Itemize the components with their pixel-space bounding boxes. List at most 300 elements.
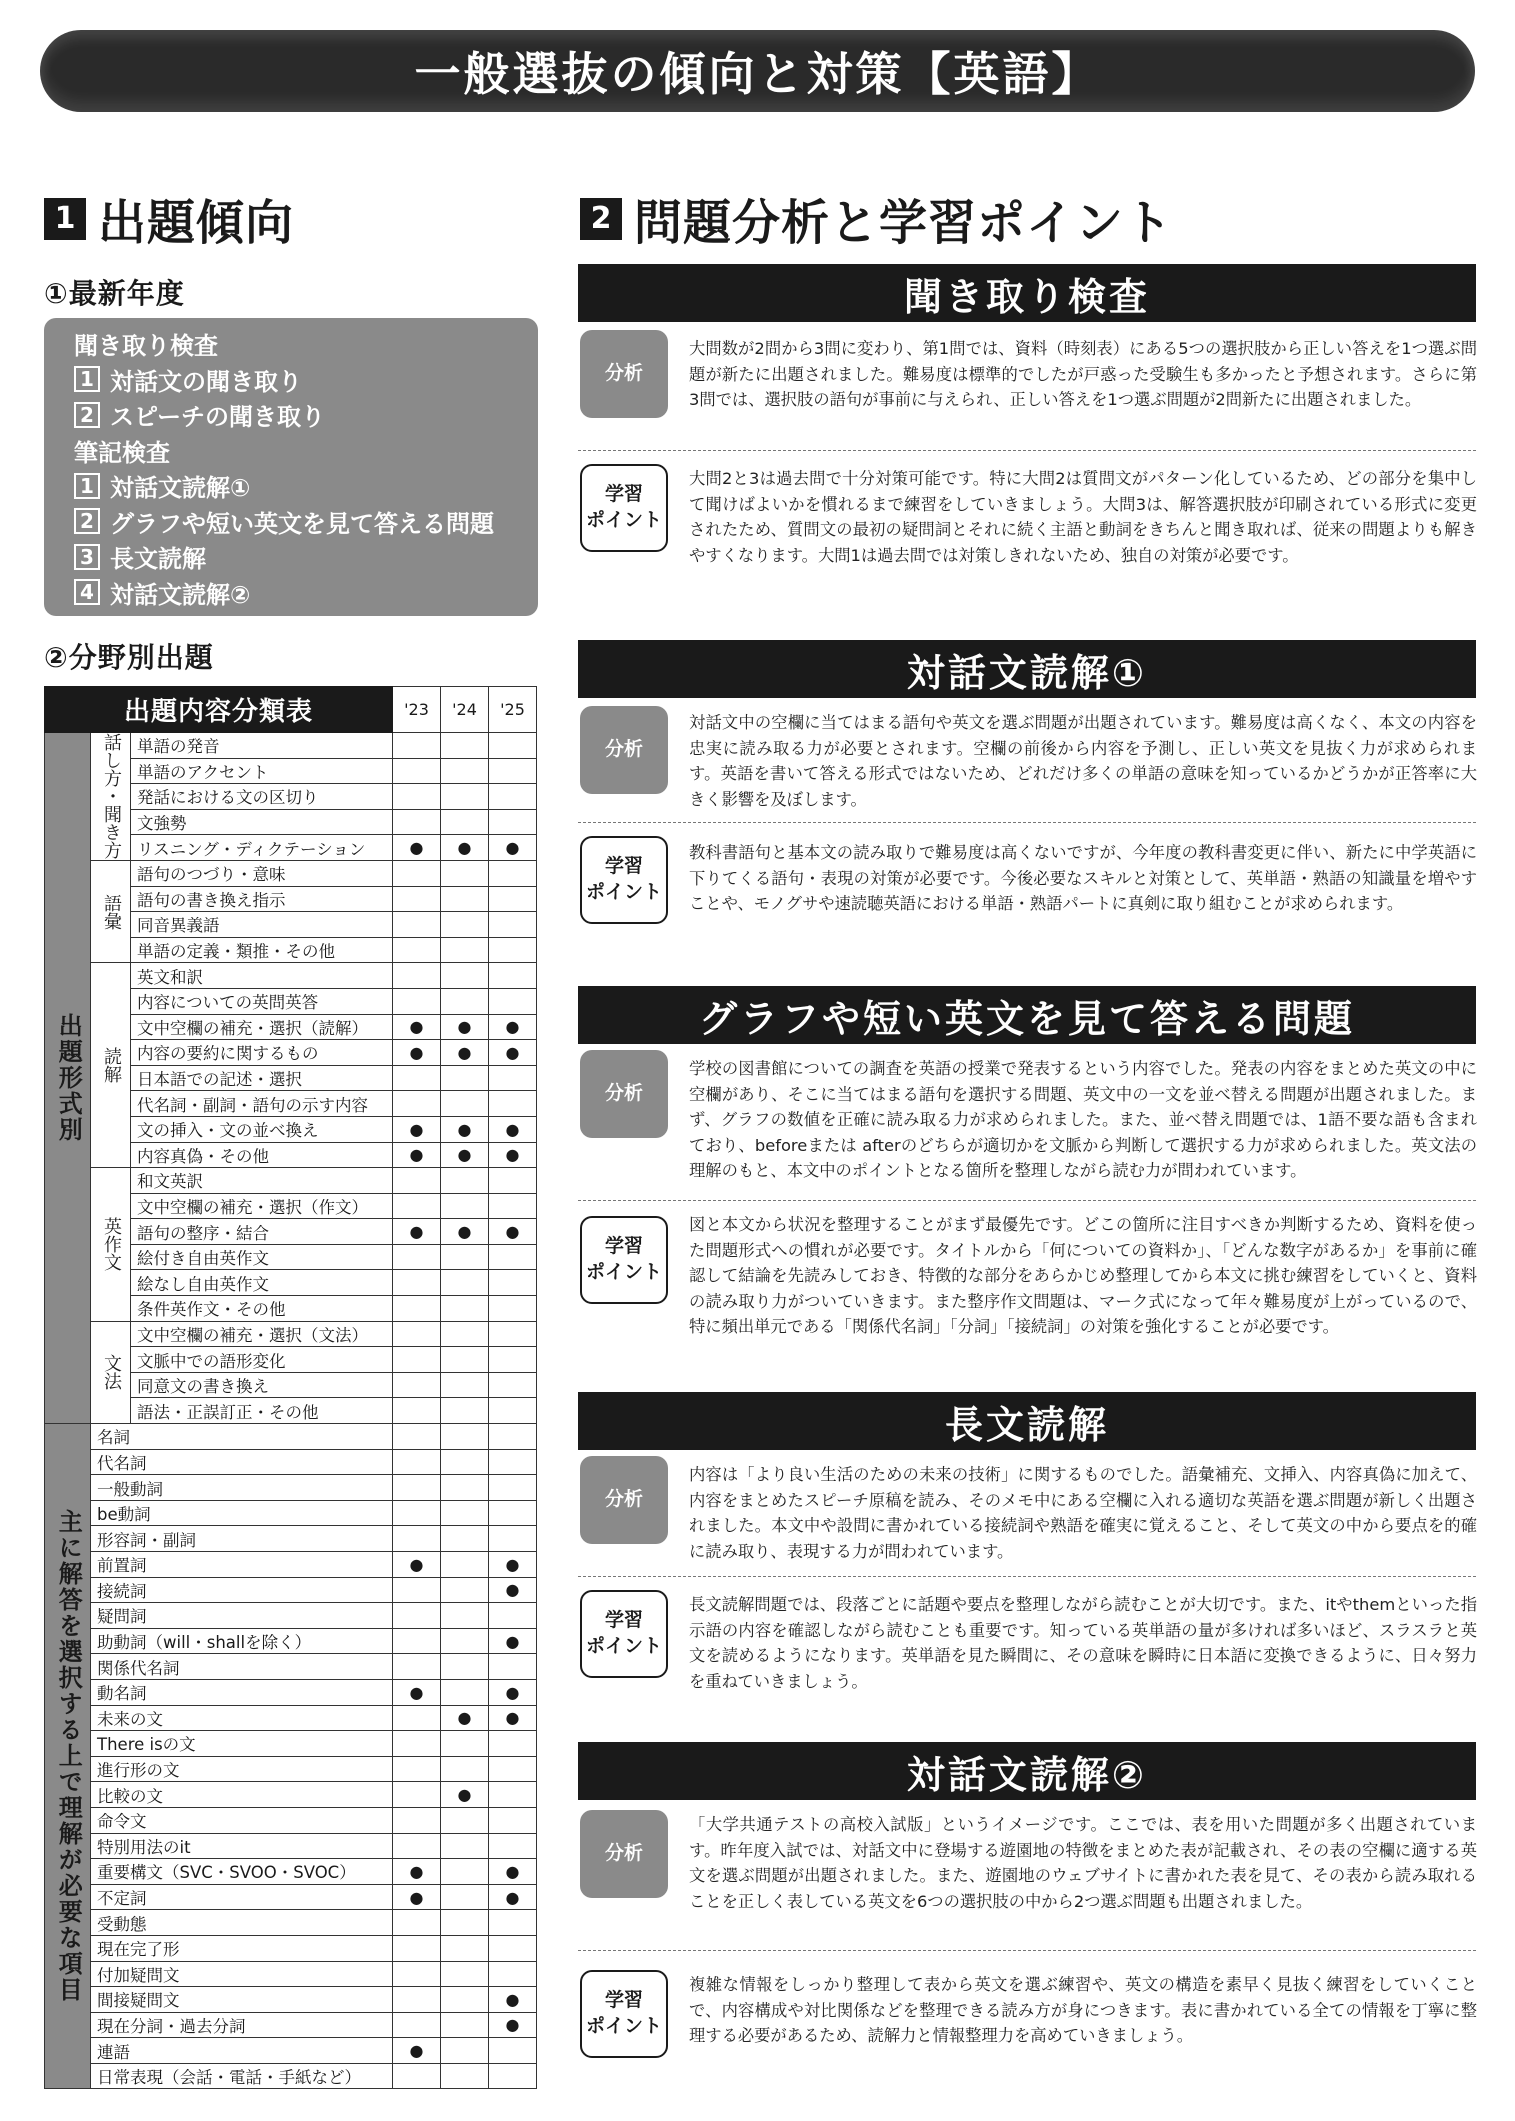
table-row bbox=[45, 2012, 537, 2038]
year-mark: ● bbox=[489, 1859, 537, 1885]
row-label: 不定詞 bbox=[91, 1884, 393, 1910]
divider bbox=[578, 450, 1476, 451]
year-mark bbox=[393, 912, 441, 938]
category-bar bbox=[578, 640, 1476, 698]
group-format-cell bbox=[45, 733, 91, 1424]
latest-item-label: グラフや短い英文を見て答える問題 bbox=[110, 509, 494, 538]
section-2-number: 2 bbox=[580, 198, 622, 240]
study-point-label-line1: 学習 bbox=[604, 1235, 643, 1258]
row-label: 名詞 bbox=[91, 1424, 393, 1450]
row-label: 代名詞 bbox=[91, 1449, 393, 1475]
latest-item-label: 対話文読解② bbox=[110, 580, 251, 609]
row-label: 発話における文の区切り bbox=[131, 784, 393, 810]
year-mark bbox=[393, 886, 441, 912]
year-mark: ● bbox=[393, 1116, 441, 1142]
year-mark bbox=[489, 1756, 537, 1782]
year-mark bbox=[393, 733, 441, 759]
year-mark bbox=[441, 1296, 489, 1322]
row-label: 代名詞・副詞・語句の示す内容 bbox=[131, 1091, 393, 1117]
row-label: 文中空欄の補充・選択（作文） bbox=[131, 1193, 393, 1219]
year-mark bbox=[489, 1244, 537, 1270]
year-mark bbox=[393, 1321, 441, 1347]
year-mark bbox=[489, 1654, 537, 1680]
section-2-title: 問題分析と学習ポイント bbox=[634, 195, 1174, 251]
year-mark: ● bbox=[393, 1040, 441, 1066]
year-mark bbox=[441, 1552, 489, 1578]
row-label: 単語の定義・類推・その他 bbox=[131, 937, 393, 963]
year-mark bbox=[393, 1372, 441, 1398]
year-mark bbox=[441, 1168, 489, 1194]
year-mark bbox=[393, 1577, 441, 1603]
table-row bbox=[45, 1833, 537, 1859]
year-mark: ● bbox=[489, 1014, 537, 1040]
table-row bbox=[45, 1961, 537, 1987]
year-mark: ● bbox=[441, 835, 489, 861]
table-row bbox=[45, 1424, 537, 1450]
year-mark bbox=[441, 1500, 489, 1526]
category-bar bbox=[578, 264, 1476, 322]
year-mark bbox=[393, 1270, 441, 1296]
analysis-label-text: 分析 bbox=[604, 362, 643, 385]
year-mark bbox=[393, 1424, 441, 1450]
row-label: 絵なし自由英作文 bbox=[131, 1270, 393, 1296]
analysis-label-text: 分析 bbox=[604, 1082, 643, 1105]
year-mark bbox=[441, 1679, 489, 1705]
year-mark bbox=[393, 988, 441, 1014]
subgroup-label: 読解 bbox=[100, 1047, 122, 1084]
analysis-label bbox=[580, 330, 668, 418]
year-mark bbox=[393, 1526, 441, 1552]
latest-item-number: 2 bbox=[74, 508, 100, 534]
row-label: 語句の書き換え指示 bbox=[131, 886, 393, 912]
year-mark: ● bbox=[489, 1552, 537, 1578]
year-mark bbox=[441, 1526, 489, 1552]
row-label: 前置詞 bbox=[91, 1552, 393, 1578]
year-mark bbox=[393, 2012, 441, 2038]
year-mark: ● bbox=[393, 1679, 441, 1705]
latest-item bbox=[74, 362, 538, 398]
year-mark: ● bbox=[489, 1705, 537, 1731]
year-mark bbox=[489, 1782, 537, 1808]
year-mark bbox=[489, 809, 537, 835]
category-title: 対話文読解② bbox=[906, 1752, 1148, 1797]
year-mark bbox=[393, 1987, 441, 2013]
year-mark bbox=[489, 1372, 537, 1398]
classification-table bbox=[44, 686, 537, 2089]
year-mark bbox=[489, 937, 537, 963]
table-row bbox=[45, 1884, 537, 1910]
table-row bbox=[45, 1731, 537, 1757]
latest-item-number: 1 bbox=[74, 366, 100, 392]
divider bbox=[578, 1950, 1476, 1951]
year-mark bbox=[489, 1731, 537, 1757]
year-mark bbox=[441, 1756, 489, 1782]
row-label: There isの文 bbox=[91, 1731, 393, 1757]
analysis-text: 内容は「より良い生活のための未来の技術」に関するものでした。語彙補充、文挿入、内容真偽に加えて、内容をまとめたスピーチ原稿を読み、そのメモ中にある空欄に入れる適切な英語を選ぶ問題が新しく出題されました。本文中や設問に書かれている接続詞や熟語を確実に覚えること、そして英文の中から要点を的確に読み取り、表現する力が問われています。 bbox=[689, 1465, 1477, 1561]
table-row bbox=[45, 1603, 537, 1629]
year-mark bbox=[441, 2012, 489, 2038]
row-label: 疑問詞 bbox=[91, 1603, 393, 1629]
year-mark bbox=[393, 1935, 441, 1961]
year-mark bbox=[441, 1065, 489, 1091]
row-label: 和文英訳 bbox=[131, 1168, 393, 1194]
row-label: 連語 bbox=[91, 2038, 393, 2064]
study-point-label-line2: ポイント bbox=[585, 1261, 662, 1283]
category-bar bbox=[578, 1742, 1476, 1800]
year-mark bbox=[489, 1321, 537, 1347]
study-point-label-line1: 学習 bbox=[604, 483, 643, 506]
analysis-text: 学校の図書館についての調査を英語の授業で発表するという内容でした。発表の内容をまとめた英文の中に空欄があり、そこに当てはまる語句を選択する問題、英文中の一文を並べ替える問題が出題されました。まず、グラフの数値を正確に読み取る力が求められました。また、並べ替え問題では、1語不要な語も含まれており、beforeまたは afterのどちらが適切かを文脈から判断して選択する力が求められました。英文法の理解のもと、本文中のポイントとなる箇所を整理しながら読む力が問われています。 bbox=[689, 1059, 1477, 1181]
row-label: 命令文 bbox=[91, 1807, 393, 1833]
table-row bbox=[45, 1987, 537, 2013]
year-mark bbox=[393, 1833, 441, 1859]
study-point-label-line2: ポイント bbox=[585, 881, 662, 903]
study-point-text: 教科書語句と基本文の読み取りで難易度は高くないですが、今年度の教科書変更に伴い、新たに中学英語に下りてくる語句・表現の対策が必要です。今後必要なスキルと対策として、英単語・熟語の知識量を増やすことや、モノグサや速読聴英語における単語・熟語パートに真剣に取り組むことが求められます。 bbox=[689, 843, 1477, 914]
row-label: 文中空欄の補充・選択（読解） bbox=[131, 1014, 393, 1040]
year-mark: ● bbox=[489, 1987, 537, 2013]
row-label: 同意文の書き換え bbox=[131, 1372, 393, 1398]
row-label: 現在完了形 bbox=[91, 1935, 393, 1961]
year-mark: ● bbox=[393, 1859, 441, 1885]
year-mark: ● bbox=[393, 1142, 441, 1168]
latest-item bbox=[74, 539, 538, 575]
title-banner bbox=[40, 30, 1475, 112]
year-mark bbox=[441, 988, 489, 1014]
year-mark bbox=[441, 1347, 489, 1373]
year-mark bbox=[393, 1065, 441, 1091]
year-mark bbox=[489, 1168, 537, 1194]
year-mark bbox=[441, 2063, 489, 2089]
year-mark bbox=[489, 1065, 537, 1091]
group-format-label: 出題形式別 bbox=[54, 1013, 83, 1144]
year-mark bbox=[441, 1910, 489, 1936]
row-label: 同音異義語 bbox=[131, 912, 393, 938]
row-label: 間接疑問文 bbox=[91, 1987, 393, 2013]
year-mark bbox=[393, 1807, 441, 1833]
table-row bbox=[45, 1475, 537, 1501]
year-mark bbox=[489, 1347, 537, 1373]
row-label: 未来の文 bbox=[91, 1705, 393, 1731]
year-mark bbox=[489, 1270, 537, 1296]
year-mark: ● bbox=[441, 1116, 489, 1142]
study-point-text: 複雑な情報をしっかり整理して表から英文を選ぶ練習や、英文の構造を素早く見抜く練習をしていくことで、内容構成や対比関係などを整理できる読み方が身につきます。表に書かれている全ての情報を丁寧に整理する必要があるため、読解力と情報整理力を高めていきましょう。 bbox=[689, 1975, 1477, 2046]
analysis-label bbox=[580, 1050, 668, 1138]
row-label: 日本語での記述・選択 bbox=[131, 1065, 393, 1091]
latest-item-number: 3 bbox=[74, 544, 100, 570]
year-mark bbox=[393, 2063, 441, 2089]
year-mark bbox=[489, 1961, 537, 1987]
table-row bbox=[45, 1705, 537, 1731]
year-mark: ● bbox=[489, 1884, 537, 1910]
category-bar bbox=[578, 986, 1476, 1044]
analysis-label-text: 分析 bbox=[604, 1488, 643, 1511]
table-row bbox=[45, 1321, 537, 1347]
category-title: グラフや短い英文を見て答える問題 bbox=[698, 996, 1355, 1041]
row-label: 重要構文（SVC・SVOO・SVOC） bbox=[91, 1859, 393, 1885]
subgroup-listening bbox=[91, 733, 131, 861]
latest-item-label: 対話文読解① bbox=[110, 474, 251, 503]
analysis-text: 大問数が2問から3問に変わり、第1問では、資料（時刻表）にある5つの選択肢から正しい答えを1つ選ぶ問題が新たに出題されました。難易度は標準的でしたが戸惑った受験生も多かったと予想されます。さらに第3問では、選択肢の語句が事前に与えられ、正しい答えを1つ選ぶ問題が2問新たに出題されました。 bbox=[689, 339, 1477, 410]
year-mark bbox=[393, 1500, 441, 1526]
year-mark bbox=[489, 1807, 537, 1833]
year-mark bbox=[441, 860, 489, 886]
table-row bbox=[45, 963, 537, 989]
year-mark bbox=[393, 963, 441, 989]
study-point-label-line1: 学習 bbox=[604, 1609, 643, 1632]
year-mark: ● bbox=[441, 1014, 489, 1040]
year-mark bbox=[441, 1833, 489, 1859]
year-mark bbox=[393, 1756, 441, 1782]
table-row bbox=[45, 2063, 537, 2089]
year-mark bbox=[393, 1091, 441, 1117]
year-mark bbox=[489, 988, 537, 1014]
row-label: 絵付き自由英作文 bbox=[131, 1244, 393, 1270]
analysis-text: 対話文中の空欄に当てはまる語句や英文を選ぶ問題が出題されています。難易度は高くなく、本文の内容を忠実に読み取る力が必要とされます。空欄の前後から内容を予測し、正しい英文を見抜く力が求められます。英語を書いて答える形式ではないため、どれだけ多くの単語の意味を知っているかどうかが正答率に大きく影響を及ぼします。 bbox=[689, 713, 1477, 809]
row-label: 文の挿入・文の並べ換え bbox=[131, 1116, 393, 1142]
section-1-title: 出題傾向 bbox=[98, 195, 295, 251]
row-label: 英文和訳 bbox=[131, 963, 393, 989]
analysis-label-text: 分析 bbox=[604, 1842, 643, 1865]
latest-year-box bbox=[44, 318, 538, 616]
row-label: 形容詞・副詞 bbox=[91, 1526, 393, 1552]
table-row bbox=[45, 1679, 537, 1705]
row-label: 付加疑問文 bbox=[91, 1961, 393, 1987]
row-label: 進行形の文 bbox=[91, 1756, 393, 1782]
subgroup-label: 語彙 bbox=[100, 893, 122, 930]
year-mark bbox=[393, 1961, 441, 1987]
study-point-label-line2: ポイント bbox=[585, 509, 662, 531]
year-mark bbox=[489, 1833, 537, 1859]
year-mark bbox=[441, 1091, 489, 1117]
row-label: 助動詞（will・shallを除く） bbox=[91, 1628, 393, 1654]
row-label: 語句の整序・結合 bbox=[131, 1219, 393, 1245]
year-mark bbox=[489, 1935, 537, 1961]
row-label: 日常表現（会話・電話・手紙など） bbox=[91, 2063, 393, 2089]
year-mark bbox=[441, 784, 489, 810]
row-label: 関係代名詞 bbox=[91, 1654, 393, 1680]
year-mark bbox=[441, 2038, 489, 2064]
table-row bbox=[45, 1782, 537, 1808]
table-title: 出題内容分類表 bbox=[45, 687, 393, 733]
study-point-label bbox=[580, 836, 668, 924]
year-mark bbox=[441, 937, 489, 963]
year-mark: ● bbox=[441, 1782, 489, 1808]
year-mark bbox=[393, 937, 441, 963]
year-mark: ● bbox=[489, 1040, 537, 1066]
latest-item bbox=[74, 468, 538, 504]
year-mark bbox=[441, 1398, 489, 1424]
year-mark bbox=[489, 733, 537, 759]
table-row bbox=[45, 1756, 537, 1782]
year-mark bbox=[441, 1475, 489, 1501]
group-grammar-items-cell bbox=[45, 1424, 91, 2089]
year-mark bbox=[441, 1935, 489, 1961]
study-point-text: 大問2と3は過去問で十分対策可能です。特に大問2は質問文がパターン化しているため、どの部分を集中して聞けばよいかを慣れるまで練習をしていきましょう。大問3は、解答選択肢が印刷されている形式に変更されたため、質問文の最初の疑問詞とそれに続く主語と動詞をきちんと聞き取れば、従来の問題よりも解きやすくなります。大問1は過去問では対策しきれないため、独自の対策が必要です。 bbox=[689, 469, 1477, 565]
latest-item-label: 聞き取り検査 bbox=[74, 332, 218, 361]
section-1-heading bbox=[44, 184, 294, 253]
table-row bbox=[45, 1552, 537, 1578]
year-mark bbox=[489, 1193, 537, 1219]
latest-item-label: スピーチの聞き取り bbox=[110, 403, 326, 432]
year-mark bbox=[489, 1526, 537, 1552]
year-mark bbox=[489, 1091, 537, 1117]
year-mark bbox=[489, 784, 537, 810]
year-mark bbox=[489, 1603, 537, 1629]
year-mark bbox=[393, 1782, 441, 1808]
year-mark bbox=[441, 809, 489, 835]
table-row bbox=[45, 860, 537, 886]
year-mark bbox=[489, 912, 537, 938]
year-mark bbox=[441, 1807, 489, 1833]
subgroup-label: 文法 bbox=[100, 1354, 122, 1391]
year-mark bbox=[489, 2063, 537, 2089]
table-header bbox=[45, 687, 537, 733]
study-point-label bbox=[580, 1216, 668, 1304]
year-mark bbox=[489, 1500, 537, 1526]
year-mark bbox=[441, 758, 489, 784]
year-mark bbox=[441, 1244, 489, 1270]
year-mark bbox=[489, 758, 537, 784]
year-mark bbox=[441, 1884, 489, 1910]
divider bbox=[578, 1200, 1476, 1201]
year-mark bbox=[441, 1961, 489, 1987]
year-mark bbox=[489, 1424, 537, 1450]
year-mark bbox=[441, 1628, 489, 1654]
year-mark bbox=[393, 809, 441, 835]
table-row bbox=[45, 2038, 537, 2064]
year-mark bbox=[489, 1296, 537, 1322]
year-mark bbox=[393, 1449, 441, 1475]
year-mark bbox=[441, 1424, 489, 1450]
year-mark bbox=[393, 1705, 441, 1731]
subgroup-grammar bbox=[91, 1321, 131, 1423]
latest-item bbox=[74, 433, 538, 469]
year-mark: ● bbox=[393, 1884, 441, 1910]
year-mark: ● bbox=[489, 1628, 537, 1654]
study-point-label bbox=[580, 464, 668, 552]
study-point-text: 図と本文から状況を整理することがまず最優先です。どこの箇所に注目すべきか判断するため、資料を使った問題形式への慣れが必要です。タイトルから「何についての資料か」、「どんな数字があるか」を事前に確認して結論を先読みしておき、特徴的な部分をあらかじめ整理してから本文に挑む練習をしていくと、資料の読み取り力がついていきます。また整序作文問題は、マーク式になって年々難易度が上がっているので、特に頻出単元である「関係代名詞」「分詞」「接続詞」の対策を強化することが必要です。 bbox=[689, 1215, 1477, 1337]
row-label: 一般動詞 bbox=[91, 1475, 393, 1501]
table-row bbox=[45, 1500, 537, 1526]
row-label: 特別用法のit bbox=[91, 1833, 393, 1859]
group-grammar-items-label: 主に解答を選択する上で理解が必要な項目 bbox=[54, 1509, 83, 2004]
year-mark bbox=[441, 1270, 489, 1296]
year-mark bbox=[393, 1603, 441, 1629]
table-row bbox=[45, 1807, 537, 1833]
year-mark bbox=[441, 1372, 489, 1398]
latest-item bbox=[74, 504, 538, 540]
year-mark bbox=[489, 860, 537, 886]
row-label: 現在分詞・過去分詞 bbox=[91, 2012, 393, 2038]
year-mark: ● bbox=[489, 2012, 537, 2038]
year-mark bbox=[441, 912, 489, 938]
year-mark bbox=[441, 1603, 489, 1629]
subgroup-label: 話し方・聞き方 bbox=[100, 733, 122, 860]
divider bbox=[578, 1576, 1476, 1577]
year-mark: ● bbox=[441, 1219, 489, 1245]
year-mark bbox=[441, 1577, 489, 1603]
year-mark bbox=[393, 1654, 441, 1680]
row-label: 文脈中での語形変化 bbox=[131, 1347, 393, 1373]
analysis-label bbox=[580, 706, 668, 794]
category-bar bbox=[578, 1392, 1476, 1450]
subgroup-composition bbox=[91, 1168, 131, 1322]
row-label: 単語の発音 bbox=[131, 733, 393, 759]
year-mark bbox=[393, 1910, 441, 1936]
category-title: 長文読解 bbox=[944, 1402, 1109, 1447]
year-mark: ● bbox=[489, 1142, 537, 1168]
year-mark: ● bbox=[393, 1552, 441, 1578]
analysis-label bbox=[580, 1810, 668, 1898]
latest-item-label: 筆記検査 bbox=[74, 438, 170, 467]
year-mark: ● bbox=[393, 1014, 441, 1040]
year-mark: ● bbox=[489, 835, 537, 861]
divider bbox=[578, 822, 1476, 823]
year-mark: ● bbox=[393, 2038, 441, 2064]
latest-item-number: 2 bbox=[74, 402, 100, 428]
subgroup-label: 英作文 bbox=[100, 1217, 122, 1272]
analysis-text: 「大学共通テストの高校入試版」というイメージです。ここでは、表を用いた問題が多く出題されています。昨年度入試では、対話文中に登場する遊園地の特徴をまとめた表が記載され、その表の空欄に適する英文を選ぶ問題が出題されました。また、遊園地のウェブサイトに書かれた表を見て、その表から読み取れることを正しく表している英文を6つの選択肢の中から2つ選ぶ問題も出題されました。 bbox=[689, 1815, 1477, 1911]
year-mark bbox=[393, 1731, 441, 1757]
year-mark bbox=[393, 860, 441, 886]
latest-item-label: 長文読解 bbox=[110, 545, 206, 574]
year-mark bbox=[393, 758, 441, 784]
analysis-label bbox=[580, 1456, 668, 1544]
row-label: 接続詞 bbox=[91, 1577, 393, 1603]
row-label: 単語のアクセント bbox=[131, 758, 393, 784]
row-label: 条件英作文・その他 bbox=[131, 1296, 393, 1322]
year-mark bbox=[441, 1654, 489, 1680]
study-point-label bbox=[580, 1970, 668, 2058]
latest-item-label: 対話文の聞き取り bbox=[110, 367, 302, 396]
category-title: 対話文読解① bbox=[906, 650, 1148, 695]
year-mark bbox=[393, 1628, 441, 1654]
row-label: 内容の要約に関するもの bbox=[131, 1040, 393, 1066]
row-label: 文強勢 bbox=[131, 809, 393, 835]
latest-item-number: 4 bbox=[74, 579, 100, 605]
year-mark bbox=[393, 1296, 441, 1322]
table-row bbox=[45, 1910, 537, 1936]
latest-item-number: 1 bbox=[74, 473, 100, 499]
row-label: 語法・正誤訂正・その他 bbox=[131, 1398, 393, 1424]
row-label: 動名詞 bbox=[91, 1679, 393, 1705]
analysis-label-text: 分析 bbox=[604, 738, 643, 761]
year-mark: ● bbox=[489, 1116, 537, 1142]
year-mark bbox=[441, 963, 489, 989]
year-mark bbox=[393, 1168, 441, 1194]
latest-year-heading: ①最新年度 bbox=[44, 277, 185, 310]
year-mark bbox=[441, 1987, 489, 2013]
year-mark bbox=[441, 733, 489, 759]
section-1-number: 1 bbox=[44, 198, 86, 240]
row-label: be動詞 bbox=[91, 1500, 393, 1526]
table-row bbox=[45, 1526, 537, 1552]
year-mark bbox=[441, 1193, 489, 1219]
table-row bbox=[45, 1859, 537, 1885]
year-mark bbox=[441, 1321, 489, 1347]
row-label: 比較の文 bbox=[91, 1782, 393, 1808]
latest-item bbox=[74, 397, 538, 433]
year-mark bbox=[489, 963, 537, 989]
year-mark: ● bbox=[441, 1142, 489, 1168]
section-2-heading bbox=[580, 184, 1173, 253]
study-point-text: 長文読解問題では、段落ごとに話題や要点を整理しながら読むことが大切です。また、itやthemといった指示語の内容を確認しながら読むことも重要です。知っている英単語の量が多ければ多いほど、スラスラと英文を読めるようになります。英単語を見た瞬間に、その意味を瞬時に日本語に変換できるように、日々努力を重ねていきましょう。 bbox=[689, 1595, 1477, 1691]
latest-item bbox=[74, 326, 538, 362]
year-mark bbox=[489, 1910, 537, 1936]
table-row bbox=[45, 1935, 537, 1961]
table-row bbox=[45, 1654, 537, 1680]
year-mark bbox=[393, 1398, 441, 1424]
